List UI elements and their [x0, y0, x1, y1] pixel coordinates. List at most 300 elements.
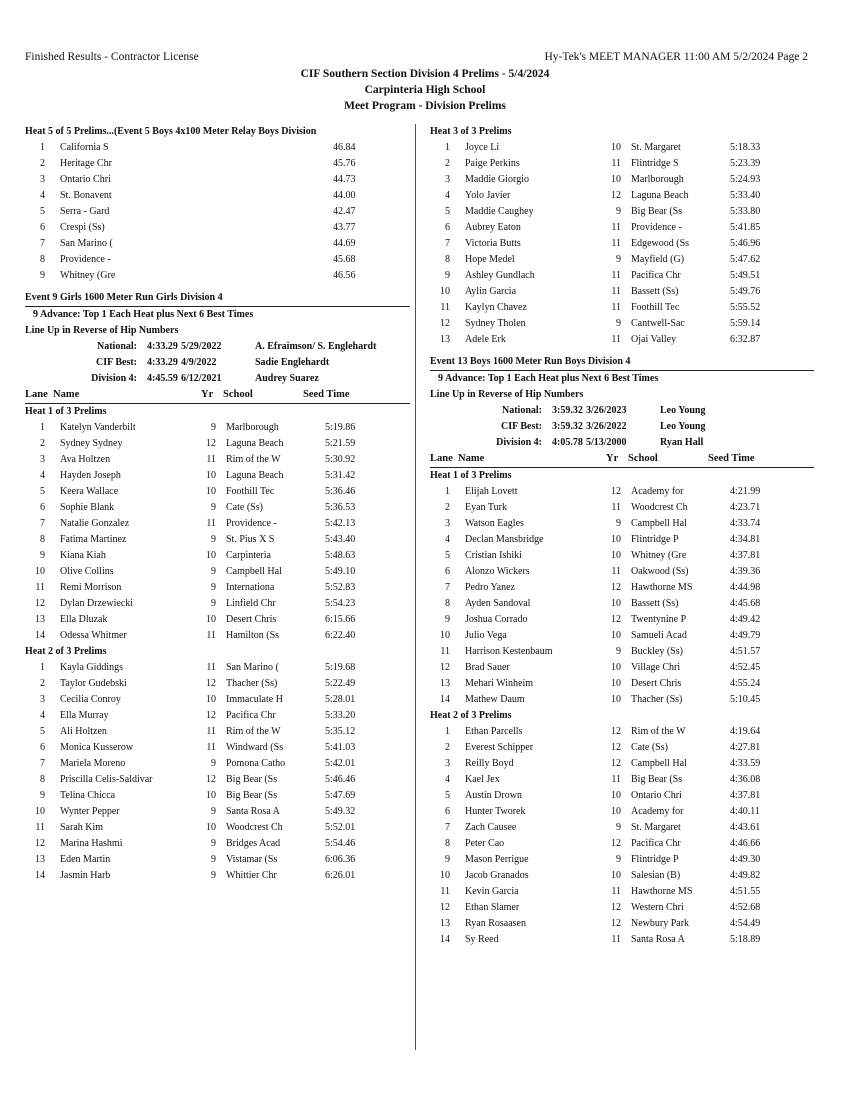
relay-row: [25, 204, 410, 220]
relay-row: [25, 220, 410, 236]
lane: 9: [445, 270, 450, 281]
relay-row: [25, 156, 410, 172]
lane: 1: [40, 662, 45, 673]
seed-time: 5:48.63: [325, 550, 356, 561]
athlete-row: [430, 236, 814, 252]
athlete-name: Telina Chicca: [60, 790, 116, 801]
lane: 11: [440, 302, 450, 313]
athlete-row: [25, 420, 410, 436]
athlete-name: Cecilia Conroy: [60, 694, 121, 705]
lane: 14: [440, 694, 450, 705]
record-holder: Sadie Englehardt: [255, 357, 330, 368]
year: 11: [611, 886, 621, 897]
column-header: [25, 387, 410, 403]
athlete-row: [25, 516, 410, 532]
seed-time: 6:26.01: [325, 870, 356, 881]
school: Edgewood (Ss: [631, 238, 690, 249]
seed-time: 6:32.87: [730, 334, 761, 345]
record-row: [25, 339, 410, 355]
school: Flintridge S: [631, 158, 679, 169]
seed-time: 5:10.45: [730, 694, 761, 705]
col-seed: Seed Time: [303, 389, 350, 400]
school: Whitney (Gre: [631, 550, 687, 561]
school: Cantwell-Sac: [631, 318, 685, 329]
athlete-name: Harrison Kestenbaum: [465, 646, 553, 657]
school: Rim of the W: [226, 454, 281, 465]
seed-time: 5:43.40: [325, 534, 356, 545]
athlete-name: Ryan Rosaasen: [465, 918, 526, 929]
lane: 2: [40, 678, 45, 689]
school: Providence -: [226, 518, 277, 529]
year: 11: [611, 158, 621, 169]
lane: 8: [40, 774, 45, 785]
school: St. Pius X S: [226, 534, 275, 545]
year: 10: [611, 534, 621, 545]
heat-label-text: Heat 2 of 3 Prelims: [25, 646, 107, 657]
school: Mayfield (G): [631, 254, 685, 265]
seed-time: 4:23.71: [730, 502, 761, 513]
athlete-row: [25, 468, 410, 484]
school: Laguna Beach: [631, 190, 689, 201]
record-time: 4:05.78: [552, 437, 583, 448]
year: 9: [211, 422, 216, 433]
school: Desert Chris: [631, 678, 682, 689]
athlete-name: Mathew Daum: [465, 694, 525, 705]
school: Cate (Ss): [631, 742, 668, 753]
right-column: [430, 124, 814, 948]
lane: 9: [445, 614, 450, 625]
seed-time: 5:46.96: [730, 238, 761, 249]
col-school: School: [223, 389, 253, 400]
year: 10: [611, 662, 621, 673]
athlete-name: Marina Hashmi: [60, 838, 123, 849]
lane: 4: [40, 190, 45, 201]
year: 12: [611, 486, 621, 497]
seed-time: 5:54.46: [325, 838, 356, 849]
year: 11: [206, 726, 216, 737]
school: San Marino (: [226, 662, 279, 673]
athlete-row: [430, 676, 814, 692]
school: Woodcrest Ch: [226, 822, 283, 833]
school: Vistamar (Ss: [226, 854, 278, 865]
lane: 2: [40, 438, 45, 449]
seed-time: 5:31.42: [325, 470, 356, 481]
record-date: 3/26/2023: [586, 405, 627, 416]
school: Providence -: [631, 222, 682, 233]
athlete-row: [430, 772, 814, 788]
seed-time: 5:49.51: [730, 270, 761, 281]
seed-time: 5:41.85: [730, 222, 761, 233]
year: 9: [616, 646, 621, 657]
seed-time: 5:28.01: [325, 694, 356, 705]
relay-heading: [25, 124, 410, 140]
athlete-name: Ali Holtzen: [60, 726, 107, 737]
athlete-row: [25, 484, 410, 500]
year: 12: [206, 774, 216, 785]
year: 11: [611, 238, 621, 249]
lane: 3: [40, 694, 45, 705]
year: 12: [611, 918, 621, 929]
lane: 6: [40, 502, 45, 513]
school: Hawthorne MS: [631, 886, 693, 897]
school: Buckley (Ss): [631, 646, 683, 657]
athlete-name: Jacob Granados: [465, 870, 529, 881]
lane: 9: [40, 550, 45, 561]
seed-time: 4:52.45: [730, 662, 761, 673]
event-title-text: Event 13 Boys 1600 Meter Run Boys Division 4: [430, 356, 631, 367]
team: Crespi (Ss): [60, 222, 105, 233]
record-time: 3:59.32: [552, 405, 583, 416]
school: Academy for: [631, 486, 684, 497]
athlete-row: [430, 564, 814, 580]
record-holder: Leo Young: [660, 421, 706, 432]
record-holder: A. Efraimson/ S. Englehardt: [255, 341, 377, 352]
event-title-text: Event 9 Girls 1600 Meter Run Girls Division 4: [25, 292, 223, 303]
athlete-row: [430, 596, 814, 612]
relay-row: [25, 252, 410, 268]
lane: 3: [445, 758, 450, 769]
school: Bridges Acad: [226, 838, 281, 849]
school: Internationa: [226, 582, 275, 593]
athlete-row: [430, 836, 814, 852]
seed-time: 4:37.81: [730, 790, 761, 801]
heat-label: [430, 468, 814, 484]
lane: 4: [40, 710, 45, 721]
record-label: National:: [97, 341, 137, 352]
school: Pacifica Chr: [631, 838, 681, 849]
year: 9: [211, 502, 216, 513]
athlete-name: Eden Martin: [60, 854, 111, 865]
athlete-row: [25, 596, 410, 612]
school: Rim of the W: [226, 726, 281, 737]
school: Laguna Beach: [226, 470, 284, 481]
lane: 5: [40, 206, 45, 217]
heat-label: [25, 404, 410, 420]
athlete-name: Natalie Gonzalez: [60, 518, 130, 529]
team: Serra - Gard: [60, 206, 110, 217]
athlete-name: Dylan Drzewiecki: [60, 598, 134, 609]
year: 9: [211, 806, 216, 817]
year: 11: [611, 302, 621, 313]
athlete-name: Ethan Parcells: [465, 726, 523, 737]
year: 11: [611, 934, 621, 945]
seed-time: 5:18.33: [730, 142, 761, 153]
year: 10: [611, 678, 621, 689]
lane: 10: [35, 806, 45, 817]
athlete-name: Ayden Sandoval: [465, 598, 531, 609]
school: Pacifica Chr: [226, 710, 276, 721]
seed-time: 4:43.61: [730, 822, 761, 833]
year: 11: [206, 742, 216, 753]
year: 10: [611, 694, 621, 705]
athlete-name: Remi Morrison: [60, 582, 122, 593]
team: St. Bonavent: [60, 190, 112, 201]
school: Bassett (Ss): [631, 286, 679, 297]
lane: 7: [40, 518, 45, 529]
school: Bassett (Ss): [631, 598, 679, 609]
relay-row: [25, 236, 410, 252]
school: Ojai Valley: [631, 334, 677, 345]
lane: 4: [445, 774, 450, 785]
team: Providence -: [60, 254, 111, 265]
record-label: CIF Best:: [95, 357, 137, 368]
year: 10: [206, 486, 216, 497]
lane: 13: [440, 334, 450, 345]
athlete-name: Kael Jex: [465, 774, 500, 785]
lane: 12: [35, 598, 45, 609]
athlete-row: [430, 932, 814, 948]
school: Big Bear (Ss: [631, 774, 683, 785]
seed-time: 4:55.24: [730, 678, 761, 689]
seed-time: 5:42.01: [325, 758, 356, 769]
heat-label: [430, 124, 814, 140]
record-time: 4:33.29: [147, 341, 178, 352]
seed-time: 4:34.81: [730, 534, 761, 545]
record-date: 5/13/2000: [586, 437, 627, 448]
athlete-name: Fatima Martinez: [60, 534, 127, 545]
athlete-row: [430, 172, 814, 188]
athlete-name: Ashley Gundlach: [465, 270, 535, 281]
year: 10: [611, 598, 621, 609]
athlete-row: [25, 612, 410, 628]
athlete-row: [430, 916, 814, 932]
col-school: School: [628, 453, 658, 464]
column-divider: [415, 124, 416, 1050]
seed-time: 5:36.46: [325, 486, 356, 497]
school: Campbell Hal: [631, 518, 687, 529]
seed-time: 6:15.66: [325, 614, 356, 625]
school: Marlborough: [631, 174, 684, 185]
seed-time: 4:54.49: [730, 918, 761, 929]
school: Newbury Park: [631, 918, 690, 929]
year: 12: [611, 902, 621, 913]
lane: 1: [445, 726, 450, 737]
lane: 8: [445, 254, 450, 265]
year: 12: [611, 758, 621, 769]
relay-time: 44.00: [333, 190, 356, 201]
athlete-row: [430, 612, 814, 628]
seed-time: 4:33.59: [730, 758, 761, 769]
year: 9: [211, 838, 216, 849]
heat-label: [430, 708, 814, 724]
relay-time: 45.68: [333, 254, 356, 265]
left-column: [25, 124, 410, 884]
meet-venue: Carpinteria High School: [364, 84, 486, 96]
year: 11: [206, 662, 216, 673]
athlete-row: [430, 316, 814, 332]
lane: 2: [40, 158, 45, 169]
lane: 11: [440, 886, 450, 897]
athlete-row: [430, 580, 814, 596]
lane: 5: [445, 550, 450, 561]
seed-time: 6:06.36: [325, 854, 356, 865]
school: Immaculate H: [226, 694, 283, 705]
athlete-row: [430, 332, 814, 348]
lane: 3: [40, 174, 45, 185]
seed-time: 4:52.68: [730, 902, 761, 913]
athlete-name: Eyan Turk: [465, 502, 507, 513]
athlete-name: Elijah Lovett: [465, 486, 518, 497]
athlete-row: [430, 500, 814, 516]
school: Campbell Hal: [226, 566, 282, 577]
year: 9: [616, 206, 621, 217]
school: Santa Rosa A: [226, 806, 280, 817]
athlete-row: [430, 516, 814, 532]
athlete-row: [430, 252, 814, 268]
athlete-row: [25, 820, 410, 836]
year: 12: [611, 614, 621, 625]
seed-time: 4:46.66: [730, 838, 761, 849]
seed-time: 4:40.11: [730, 806, 760, 817]
athlete-name: Joshua Corrado: [465, 614, 528, 625]
team: Whitney (Gre: [60, 270, 116, 281]
record-date: 4/9/2022: [181, 357, 217, 368]
record-holder: Leo Young: [660, 405, 706, 416]
school: Whittier Chr: [226, 870, 277, 881]
lane: 6: [445, 222, 450, 233]
lane: 10: [440, 630, 450, 641]
athlete-row: [25, 548, 410, 564]
year: 10: [611, 790, 621, 801]
athlete-row: [430, 140, 814, 156]
seed-time: 5:49.10: [325, 566, 356, 577]
col-lane: Lane: [430, 453, 453, 464]
lane: 6: [445, 806, 450, 817]
meet-title: CIF Southern Section Division 4 Prelims - 5/4/2024: [300, 68, 550, 80]
relay-heading-text: Heat 5 of 5 Prelims...(Event 5 Boys 4x100 Meter Relay Boys Division: [25, 126, 317, 137]
year: 10: [206, 470, 216, 481]
lane: 3: [445, 518, 450, 529]
seed-time: 4:44.98: [730, 582, 761, 593]
year: 10: [206, 822, 216, 833]
athlete-row: [430, 852, 814, 868]
school: St. Margaret: [631, 822, 681, 833]
athlete-name: Hope Medel: [465, 254, 515, 265]
lane: 13: [35, 614, 45, 625]
year: 12: [611, 726, 621, 737]
athlete-name: Monica Kusserow: [60, 742, 134, 753]
seed-time: 4:49.30: [730, 854, 761, 865]
year: 10: [206, 694, 216, 705]
year: 12: [206, 678, 216, 689]
heat-label-text: Heat 1 of 3 Prelims: [25, 406, 107, 417]
year: 11: [611, 502, 621, 513]
lane: 6: [40, 222, 45, 233]
school: Rim of the W: [631, 726, 686, 737]
lane: 12: [440, 902, 450, 913]
seed-time: 4:51.55: [730, 886, 761, 897]
col-name: Name: [458, 453, 485, 464]
school: Academy for: [631, 806, 684, 817]
seed-time: 5:52.01: [325, 822, 356, 833]
seed-time: 4:39.36: [730, 566, 761, 577]
year: 10: [611, 870, 621, 881]
athlete-name: Sarah Kim: [60, 822, 104, 833]
athlete-name: Olive Collins: [60, 566, 114, 577]
lane: 4: [445, 534, 450, 545]
seed-time: 5:18.89: [730, 934, 761, 945]
seed-time: 5:47.69: [325, 790, 356, 801]
school: Pomona Catho: [226, 758, 286, 769]
school: St. Margaret: [631, 142, 681, 153]
event-title: [25, 290, 410, 306]
year: 10: [611, 806, 621, 817]
team: California S: [60, 142, 109, 153]
year: 9: [211, 598, 216, 609]
athlete-row: [430, 724, 814, 740]
seed-time: 5:52.83: [325, 582, 356, 593]
athlete-name: Kaylyn Chavez: [465, 302, 527, 313]
seed-time: 4:33.74: [730, 518, 761, 529]
school: Flintridge P: [631, 534, 679, 545]
advance-rule: [430, 371, 814, 387]
school: Big Bear (Ss: [226, 790, 278, 801]
year: 9: [616, 254, 621, 265]
seed-time: 5:22.49: [325, 678, 356, 689]
athlete-row: [430, 692, 814, 708]
seed-time: 5:36.53: [325, 502, 356, 513]
lane: 10: [440, 286, 450, 297]
record-holder: Audrey Suarez: [255, 373, 319, 384]
lane: 3: [40, 454, 45, 465]
report-meta: Hy-Tek's MEET MANAGER 11:00 AM 5/2/2024 Page 2: [544, 51, 808, 63]
lane: 7: [445, 582, 450, 593]
athlete-name: Katelyn Vanderbilt: [60, 422, 136, 433]
athlete-name: Ella Murray: [60, 710, 109, 721]
lane: 1: [40, 422, 45, 433]
lane: 11: [440, 646, 450, 657]
athlete-row: [25, 436, 410, 452]
seed-time: 4:51.57: [730, 646, 761, 657]
athlete-name: Alonzo Wickers: [465, 566, 530, 577]
seed-time: 5:54.23: [325, 598, 356, 609]
seed-time: 5:21.59: [325, 438, 356, 449]
lane: 7: [445, 822, 450, 833]
athlete-row: [25, 660, 410, 676]
athlete-name: Brad Sauer: [465, 662, 510, 673]
school: Santa Rosa A: [631, 934, 685, 945]
athlete-row: [25, 676, 410, 692]
athlete-row: [25, 804, 410, 820]
school: Hawthorne MS: [631, 582, 693, 593]
lane: 14: [35, 870, 45, 881]
seed-time: 5:49.76: [730, 286, 761, 297]
lane: 12: [440, 318, 450, 329]
relay-time: 45.76: [333, 158, 356, 169]
athlete-name: Mehari Winheim: [465, 678, 534, 689]
athlete-name: Joyce Li: [465, 142, 500, 153]
athlete-name: Hunter Tworek: [465, 806, 526, 817]
year: 9: [211, 854, 216, 865]
athlete-name: Wynter Pepper: [60, 806, 120, 817]
athlete-name: Ella Dluzak: [60, 614, 108, 625]
school: Flintridge P: [631, 854, 679, 865]
athlete-name: Mason Perrigue: [465, 854, 529, 865]
record-label: Division 4:: [91, 373, 137, 384]
athlete-row: [430, 804, 814, 820]
seed-time: 5:47.62: [730, 254, 761, 265]
lane: 5: [40, 726, 45, 737]
record-date: 6/12/2021: [181, 373, 222, 384]
relay-time: 46.56: [333, 270, 356, 281]
seed-time: 4:49.42: [730, 614, 761, 625]
seed-time: 4:45.68: [730, 598, 761, 609]
seed-time: 5:33.80: [730, 206, 761, 217]
athlete-name: Ethan Slamer: [465, 902, 520, 913]
year: 9: [211, 566, 216, 577]
athlete-name: Ava Holtzen: [60, 454, 111, 465]
year: 10: [611, 630, 621, 641]
